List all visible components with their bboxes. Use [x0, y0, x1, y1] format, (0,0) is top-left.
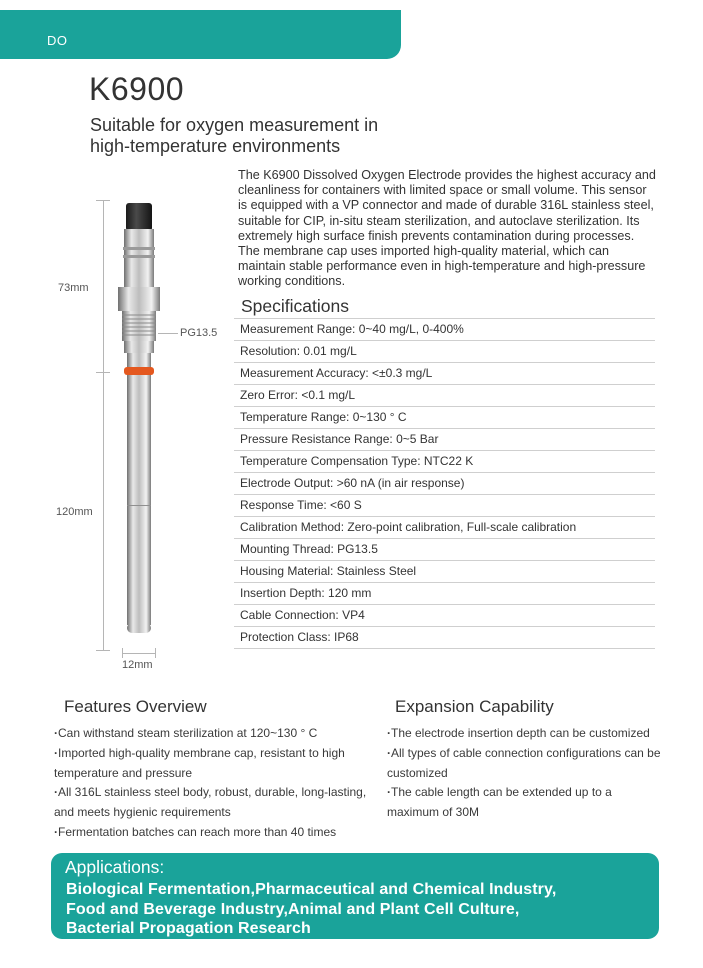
spec-row: Insertion Depth: 120 mm: [234, 583, 655, 605]
features-list: [54, 724, 380, 843]
feature-item: · Imported high-quality membrane cap, resistant to high temperature and pressure: [54, 744, 380, 784]
thread-label: PG13.5: [180, 327, 218, 339]
applications-line-2: Food and Beverage Industry,Animal and Plant Cell Culture,: [66, 901, 520, 918]
spec-row: Pressure Resistance Range: 0~5 Bar: [234, 429, 655, 451]
dimension-tick: [96, 650, 110, 651]
spec-row: Zero Error: <0.1 mg/L: [234, 385, 655, 407]
dimension-tick: [96, 200, 110, 201]
hex-nut: [118, 287, 160, 311]
spec-row: Calibration Method: Zero-point calibration, Full-scale calibration: [234, 517, 655, 539]
subtitle-line-2: high-temperature environments: [90, 136, 341, 156]
spec-row: Cable Connection: VP4: [234, 605, 655, 627]
spec-row: Measurement Range: 0~40 mg/L, 0-400%: [234, 319, 655, 341]
expansion-list: [387, 724, 662, 823]
spec-row: Protection Class: IP68: [234, 627, 655, 649]
spec-row: Electrode Output: >60 nA (in air response): [234, 473, 655, 495]
connector-ring: [123, 247, 155, 250]
seal-ring: [124, 367, 154, 375]
collar: [124, 341, 154, 353]
probe-shaft: [127, 375, 151, 625]
connector-ring: [123, 255, 155, 258]
feature-item: · Can withstand steam sterilization at 120~130 ° C: [54, 724, 380, 744]
category-tab-label: DO: [47, 33, 68, 48]
feature-item: · All 316L stainless steel body, robust, durable, long-lasting, and meets hygienic requirements: [54, 783, 380, 823]
applications-title: Applications:: [65, 857, 165, 877]
dimension-width-label: 12mm: [122, 659, 153, 671]
dimension-tick: [96, 372, 110, 373]
spec-row: Mounting Thread: PG13.5: [234, 539, 655, 561]
expansion-item: · All types of cable connection configurations can be customized: [387, 744, 662, 784]
connector-cap: [126, 203, 152, 231]
dimension-bottom-label: 120mm: [56, 506, 93, 518]
expansion-item: · The cable length can be extended up to a maximum of 30M: [387, 783, 662, 823]
electrode-image: [110, 195, 170, 655]
product-subtitle: [90, 115, 450, 157]
product-description: The K6900 Dissolved Oxygen Electrode provides the highest accuracy and cleanliness for containers with limited space or small volume. This sensor is equipped with a VP connector and made of durable 316L stainless steel, suitable for CIP, in-situ steam sterilization, and autoclave sterilization. Its extremely high surface finish prevents contamination during processes. The membrane cap uses imported high-quality material, which can maintain stable performance even in high-temperature and high-pressure working conditions.: [238, 168, 656, 289]
spec-row: Response Time: <60 S: [234, 495, 655, 517]
membrane-joint: [127, 505, 151, 506]
category-tab: [0, 10, 401, 59]
applications-banner: [51, 853, 659, 939]
features-title: Features Overview: [64, 697, 207, 716]
spec-row: Housing Material: Stainless Steel: [234, 561, 655, 583]
spec-row: Temperature Compensation Type: NTC22 K: [234, 451, 655, 473]
applications-line-1: Biological Fermentation,Pharmaceutical and Chemical Industry,: [66, 881, 557, 898]
taper: [127, 353, 151, 367]
subtitle-line-1: Suitable for oxygen measurement in: [90, 115, 379, 135]
expansion-title: Expansion Capability: [395, 697, 554, 716]
dimension-line: [103, 200, 104, 650]
spec-row: Measurement Accuracy: <±0.3 mg/L: [234, 363, 655, 385]
probe-tip: [127, 623, 151, 633]
spec-row: Temperature Range: 0~130 ° C: [234, 407, 655, 429]
specifications-table: [234, 318, 655, 649]
expansion-item: · The electrode insertion depth can be customized: [387, 724, 662, 744]
dimension-top-label: 73mm: [58, 282, 89, 294]
model-title: K6900: [89, 71, 185, 107]
specifications-title: Specifications: [241, 296, 349, 316]
feature-item: · Fermentation batches can reach more than 40 times: [54, 823, 380, 843]
applications-line-3: Bacterial Propagation Research: [66, 920, 311, 937]
spec-row: Resolution: 0.01 mg/L: [234, 341, 655, 363]
